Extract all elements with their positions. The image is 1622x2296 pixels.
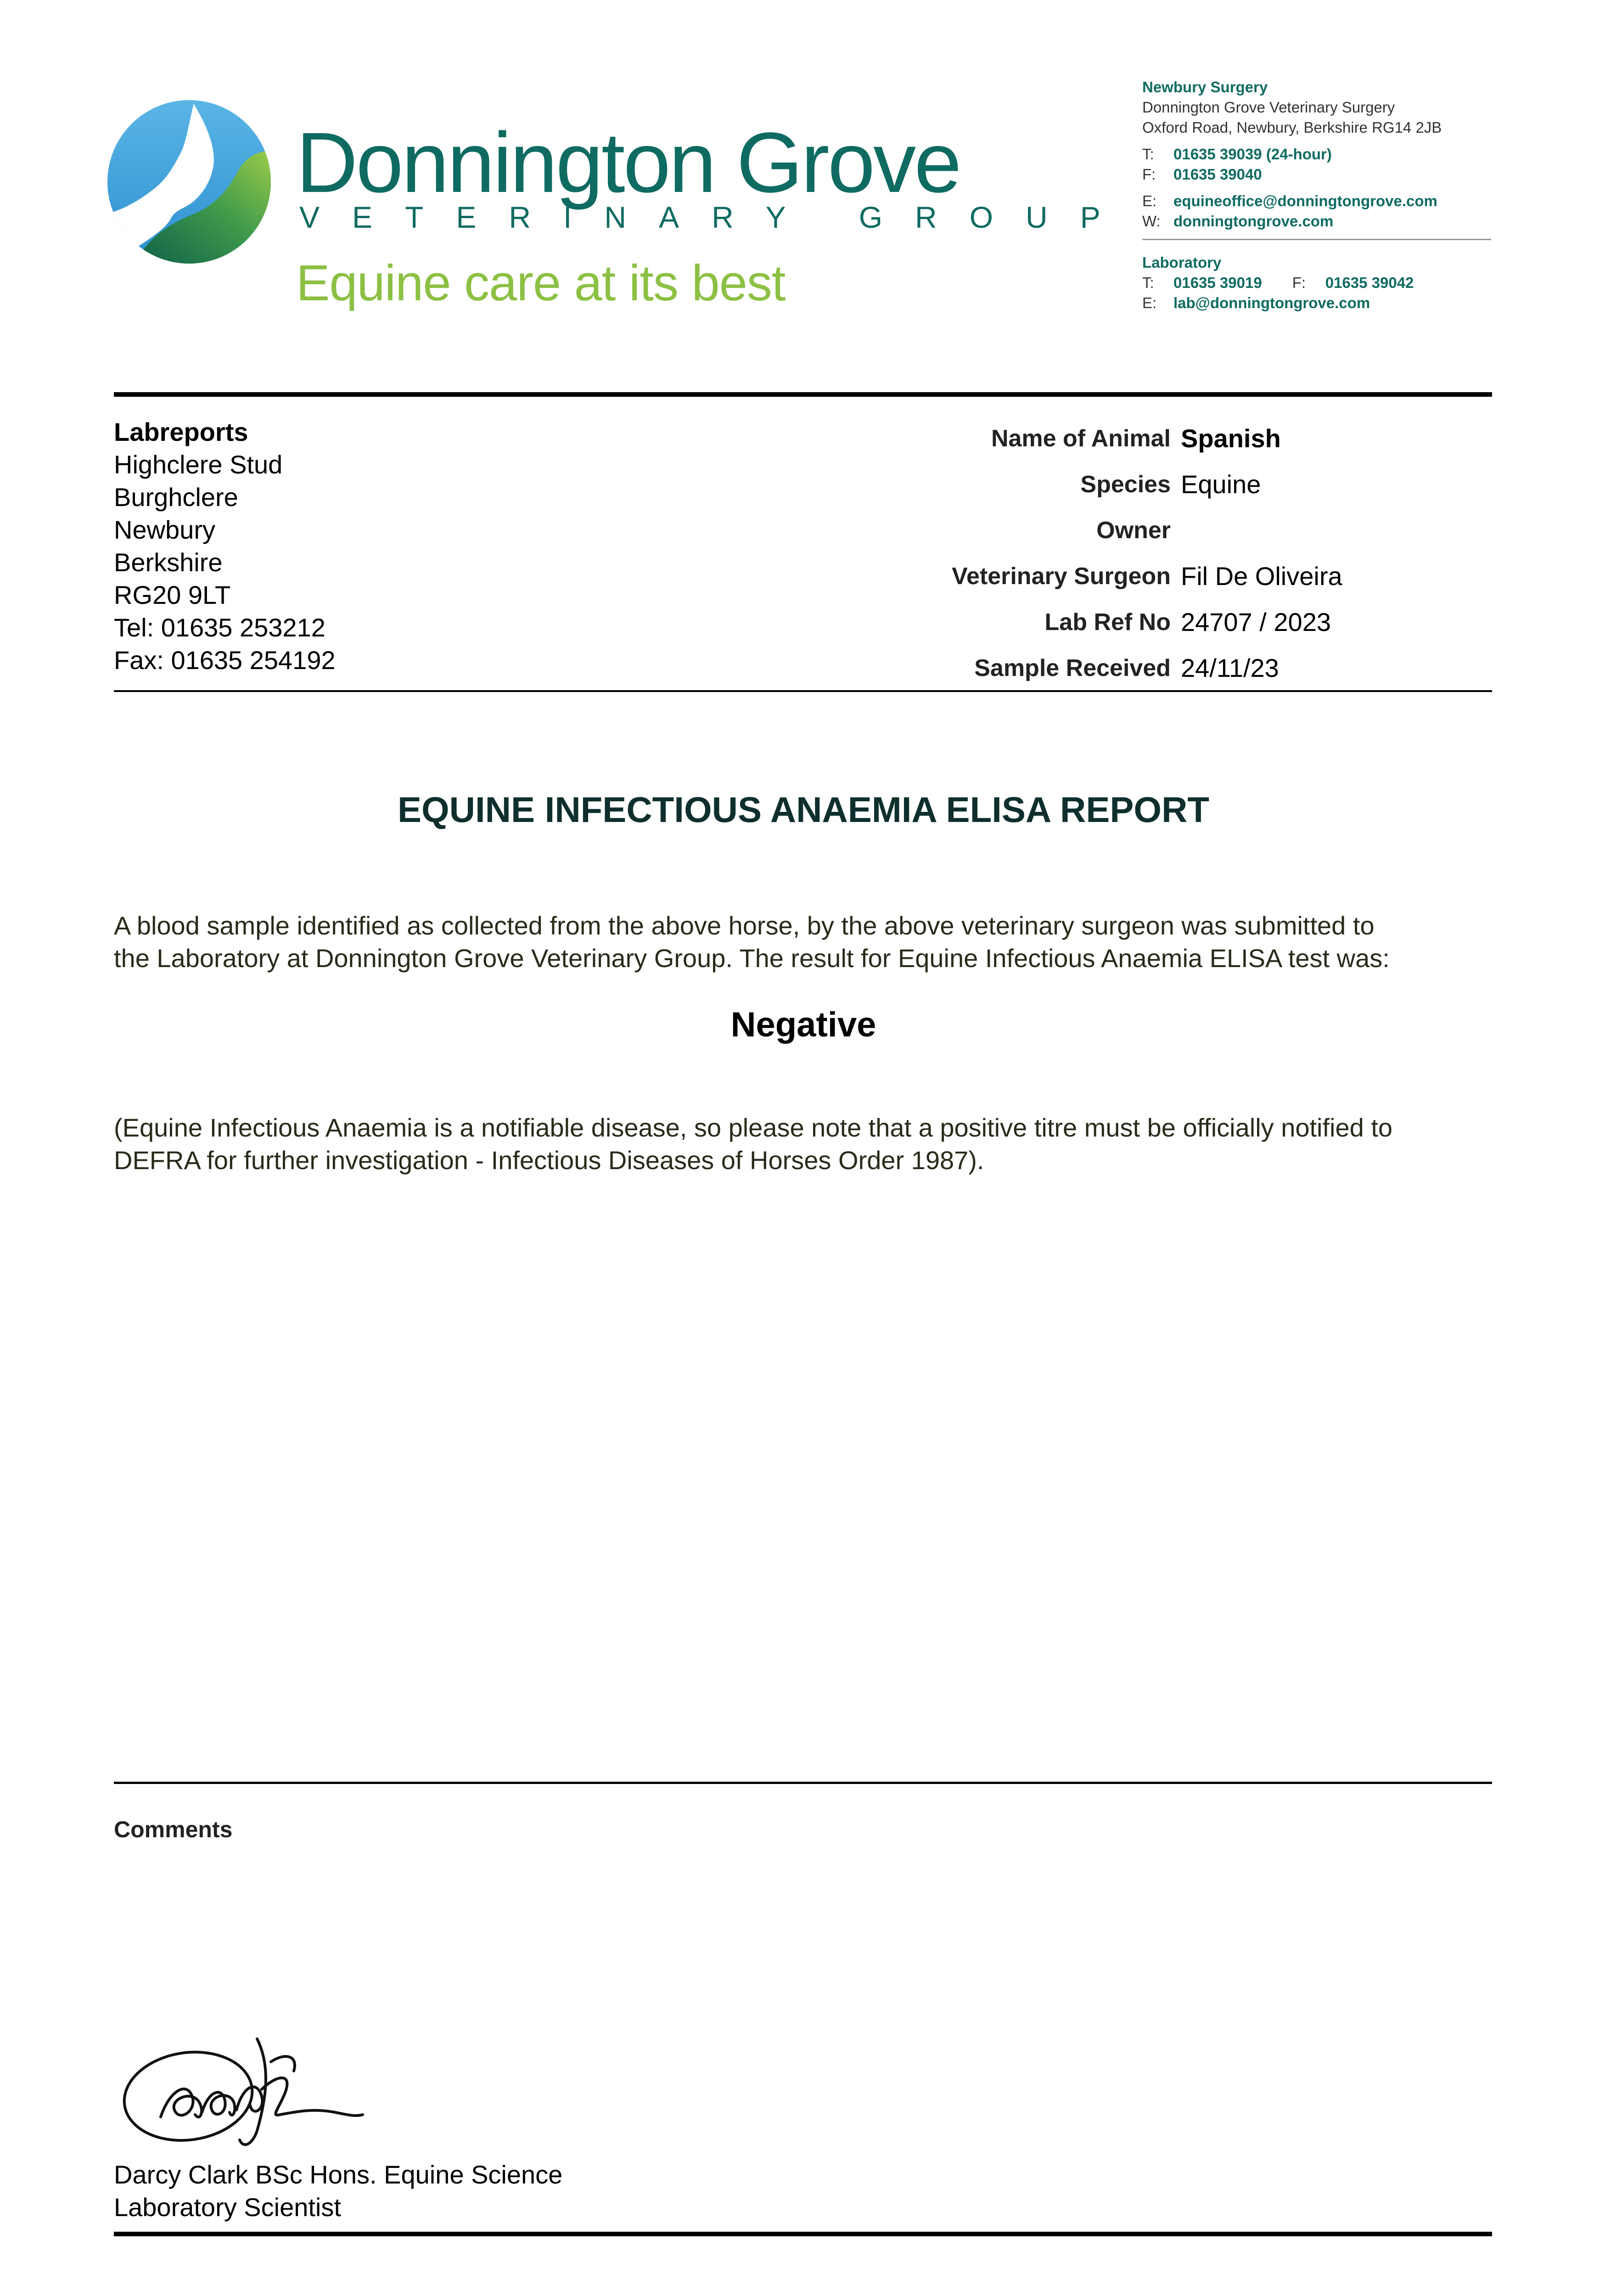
species-value: Equine	[1181, 470, 1261, 499]
detail-values	[1181, 416, 1342, 691]
donnington-grove-logo	[107, 99, 272, 264]
lab-fax-label: F:	[1292, 274, 1306, 291]
notice-line: DEFRA for further investigation - Infectious Diseases of Horses Order 1987).	[114, 1146, 984, 1175]
surgery-address-line1: Donnington Grove Veterinary Surgery	[1142, 99, 1395, 116]
footer-bottom-rule	[114, 2232, 1492, 2236]
labref-value: 24707 / 2023	[1181, 608, 1331, 636]
labref-label: Lab Ref No	[1044, 609, 1171, 636]
lab-phone-row	[1142, 273, 1414, 293]
surgery-email-label: E:	[1142, 192, 1157, 209]
owner-label: Owner	[1096, 517, 1171, 544]
comments-top-rule	[114, 1782, 1492, 1784]
letterhead-divider	[1142, 239, 1491, 240]
surgery-heading: Newbury Surgery	[1142, 79, 1268, 96]
surgery-tel-label: T:	[1142, 146, 1154, 163]
species-label: Species	[1080, 471, 1171, 498]
lab-email-link[interactable]: lab@donningtongrove.com	[1173, 294, 1370, 311]
surgery-fax: 01635 39040	[1173, 166, 1262, 183]
intro-line: the Laboratory at Donnington Grove Veterinary Group. The result for Equine Infectious Anaemia ELISA test was:	[114, 944, 1390, 973]
surgery-address-line2: Oxford Road, Newbury, Berkshire RG14 2JB	[1142, 119, 1442, 136]
notifiable-disease-notice	[114, 1111, 1500, 1176]
comments-label: Comments	[114, 1817, 233, 1842]
surgery-tel-row	[1142, 144, 1442, 164]
tagline: Equine care at its best	[296, 255, 786, 311]
surgery-web-row	[1142, 211, 1442, 231]
recipient-line: Tel: 01635 253212	[114, 613, 326, 642]
recipient-line: Fax: 01635 254192	[114, 646, 336, 675]
surgery-email-row	[1142, 191, 1442, 211]
surgery-fax-label: F:	[1142, 166, 1156, 183]
header-top-rule	[114, 392, 1492, 397]
report-intro	[114, 909, 1500, 974]
surgeon-label: Veterinary Surgeon	[952, 563, 1171, 590]
lab-email-label: E:	[1142, 294, 1157, 311]
animal-name: Spanish	[1181, 424, 1281, 453]
recipient-line: Highclere Stud	[114, 450, 283, 479]
report-title: EQUINE INFECTIOUS ANAEMIA ELISA REPORT	[397, 789, 1210, 830]
recipient-line: RG20 9LT	[114, 580, 231, 609]
notice-line: (Equine Infectious Anaemia is a notifiable disease, so please note that a positive titre must be officially notified to	[114, 1113, 1393, 1142]
recipient-name: Labreports	[114, 417, 248, 446]
recipient-address	[114, 416, 336, 676]
recipient-line: Berkshire	[114, 548, 223, 577]
surgery-tel[interactable]: 01635 39039 (24-hour)	[1173, 146, 1332, 163]
intro-line: A blood sample identified as collected from the above horse, by the above veterinary surgeon was submitted to	[114, 911, 1375, 940]
lab-fax: 01635 39042	[1325, 274, 1414, 291]
owner-value	[1181, 507, 1342, 553]
lab-tel-label: T:	[1142, 274, 1154, 291]
brand-group: VETERINARY GROUP	[299, 200, 1133, 234]
lab-email-row	[1142, 293, 1414, 313]
recipient-line: Burghclere	[114, 483, 238, 512]
signature-image	[119, 2020, 367, 2154]
surgery-web-label: W:	[1142, 213, 1161, 230]
lab-contact-block	[1142, 253, 1414, 313]
surgery-contact-block	[1142, 77, 1442, 231]
signatory	[114, 2158, 562, 2223]
surgery-email-link[interactable]: equineoffice@donningtongrove.com	[1173, 192, 1437, 209]
lab-tel[interactable]: 01635 39019	[1173, 274, 1262, 291]
recipient-line: Newbury	[114, 515, 215, 544]
received-label: Sample Received	[974, 655, 1171, 681]
received-value: 24/11/23	[1181, 653, 1279, 682]
test-result: Negative	[730, 1005, 876, 1044]
surgeon-value: Fil De Oliveira	[1181, 562, 1342, 591]
surgery-web-link[interactable]: donningtongrove.com	[1173, 213, 1334, 230]
brand-name: Donnington Grove	[296, 115, 960, 210]
details-bottom-rule	[114, 690, 1492, 692]
signatory-name: Darcy Clark BSc Hons. Equine Science	[114, 2160, 563, 2189]
animal-label: Name of Animal	[991, 425, 1171, 452]
signatory-role: Laboratory Scientist	[114, 2193, 341, 2222]
surgery-fax-row	[1142, 164, 1442, 185]
lab-heading: Laboratory	[1142, 254, 1222, 271]
